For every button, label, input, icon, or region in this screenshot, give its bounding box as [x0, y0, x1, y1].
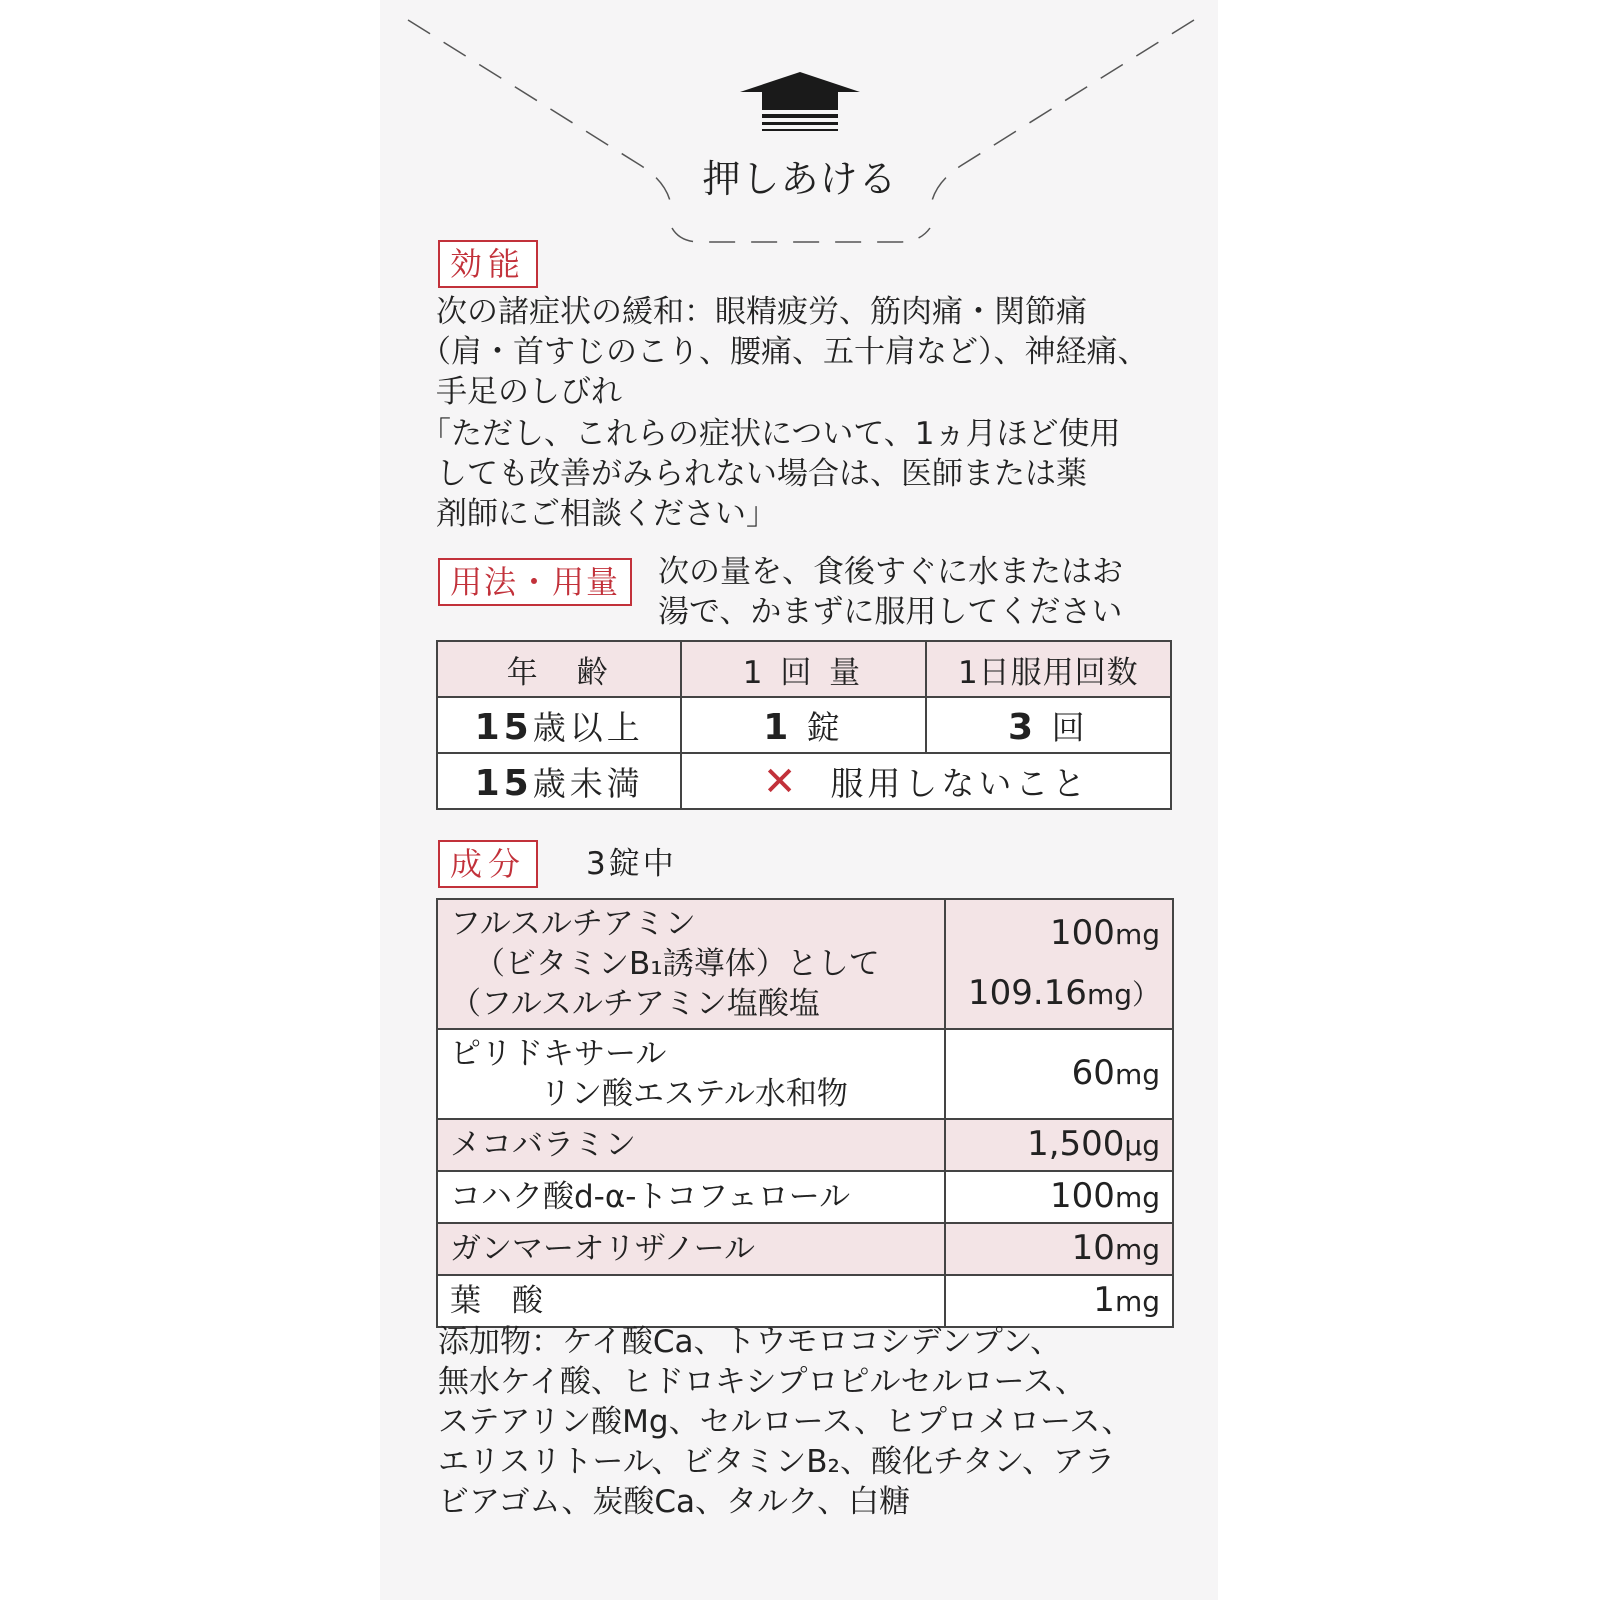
col-single-dose: 1 回 量	[681, 641, 925, 697]
dosage-row-adult	[437, 697, 1171, 753]
name-line: ピリドキサール	[450, 1036, 667, 1072]
amount-value: 109.16	[967, 973, 1087, 1013]
times-cell	[926, 697, 1171, 753]
ingredient-amount	[945, 1171, 1173, 1223]
effect-line-5: しても改善がみられない場合は、医師または薬	[436, 456, 1087, 492]
amount-value: 10	[1071, 1228, 1115, 1268]
ingredient-amount	[945, 1275, 1173, 1327]
additives-line: 無水ケイ酸、ヒドロキシプロピルセルロース、	[438, 1364, 1086, 1400]
additives-line: 添加物：ケイ酸Ca、トウモロコシデンプン、	[438, 1324, 1062, 1360]
amount-unit: mg	[1114, 1181, 1160, 1214]
ingredient-amount	[945, 899, 1173, 1029]
dosage-heading: 用法・用量	[438, 558, 632, 606]
dosage-header-row	[437, 641, 1171, 697]
age-number: 15	[474, 706, 533, 748]
ingredient-amount	[945, 1029, 1173, 1119]
dosage-row-child	[437, 753, 1171, 809]
ingredient-row	[437, 899, 1173, 1029]
age-cell	[437, 753, 681, 809]
dose-number: 1	[763, 706, 793, 748]
dose-unit: 錠	[806, 707, 844, 747]
ingredient-name: ガンマーオリザノール	[437, 1223, 945, 1275]
ingredient-amount	[945, 1223, 1173, 1275]
age-text: 歳未満	[532, 763, 644, 803]
additives-line: エリスリトール、ビタミンB₂、酸化チタン、アラ	[438, 1444, 1115, 1480]
times-unit: 回	[1051, 707, 1089, 747]
amount-value: 1	[1093, 1280, 1115, 1320]
times-number: 3	[1008, 706, 1038, 748]
not-allowed-text: 服用しないこと	[830, 763, 1090, 803]
amount-value: 100	[1050, 1176, 1115, 1216]
not-allowed-cell	[681, 753, 1171, 809]
col-age: 年 齢	[437, 641, 681, 697]
name-line: リン酸エステル水和物	[540, 1076, 848, 1112]
amount-unit: mg	[1114, 1285, 1160, 1318]
amount-value: 60	[1071, 1053, 1115, 1093]
ingredient-name: コハク酸d-α-トコフェロール	[437, 1171, 945, 1223]
amount-line	[958, 973, 1160, 1015]
ingredient-row	[437, 1275, 1173, 1327]
additives-line: ビアゴム、炭酸Ca、タルク、白糖	[438, 1484, 911, 1520]
push-arrow-icon	[740, 72, 860, 134]
ingredient-row	[437, 1119, 1173, 1171]
dosage-table	[436, 640, 1172, 810]
amount-unit: mg	[1114, 918, 1160, 951]
age-text: 歳以上	[532, 707, 644, 747]
ingredient-name: メコバラミン	[437, 1119, 945, 1171]
amount-unit: mg	[1114, 1058, 1160, 1091]
amount-unit: μg	[1124, 1129, 1160, 1162]
amount-unit: mg）	[1086, 978, 1160, 1011]
name-line: フルスルチアミン	[450, 906, 696, 942]
name-line: （ビタミンB₁誘導体）として	[474, 946, 880, 982]
amount-line	[958, 913, 1160, 955]
dose-cell	[681, 697, 925, 753]
name-line: （フルスルチアミン塩酸塩	[450, 986, 820, 1022]
col-daily-times: 1日服用回数	[926, 641, 1171, 697]
effect-line-1: 次の諸症状の緩和：眼精疲労、筋肉痛・関節痛	[436, 294, 1087, 330]
ingredient-amount	[945, 1119, 1173, 1171]
ingredient-name	[437, 899, 945, 1029]
additives-block	[438, 1322, 1178, 1522]
effect-line-4: 「ただし、これらの症状について、1ヵ月ほど使用	[420, 416, 1121, 452]
dosage-intro-line-1: 次の量を、食後すぐに水またはお	[658, 554, 1123, 590]
amount-value: 100	[1050, 913, 1115, 953]
amount-unit: mg	[1114, 1233, 1160, 1266]
age-number: 15	[474, 762, 533, 804]
push-open-label: 押しあける	[702, 157, 898, 201]
ingredient-name	[437, 1029, 945, 1119]
effect-heading: 効能	[438, 240, 538, 288]
ingredients-per: 3錠中	[586, 846, 677, 882]
ingredients-heading: 成分	[438, 840, 538, 888]
ingredient-row	[437, 1029, 1173, 1119]
effect-line-2: （肩・首すじのこり、腰痛、五十肩など）、神経痛、	[420, 334, 1149, 370]
effect-line-6: 剤師にご相談ください」	[436, 496, 777, 532]
age-cell	[437, 697, 681, 753]
ingredient-row	[437, 1223, 1173, 1275]
effect-line-3: 手足のしびれ	[436, 374, 622, 410]
ingredients-table	[436, 898, 1174, 1328]
additives-line: ステアリン酸Mg、セルロース、ヒプロメロース、	[438, 1404, 1133, 1440]
amount-value: 1,500	[1027, 1124, 1125, 1164]
dosage-intro-line-2: 湯で、かまずに服用してください	[658, 594, 1123, 630]
ingredient-row	[437, 1171, 1173, 1223]
ingredient-name: 葉 酸	[437, 1275, 945, 1327]
cross-icon: ✕	[762, 758, 801, 805]
